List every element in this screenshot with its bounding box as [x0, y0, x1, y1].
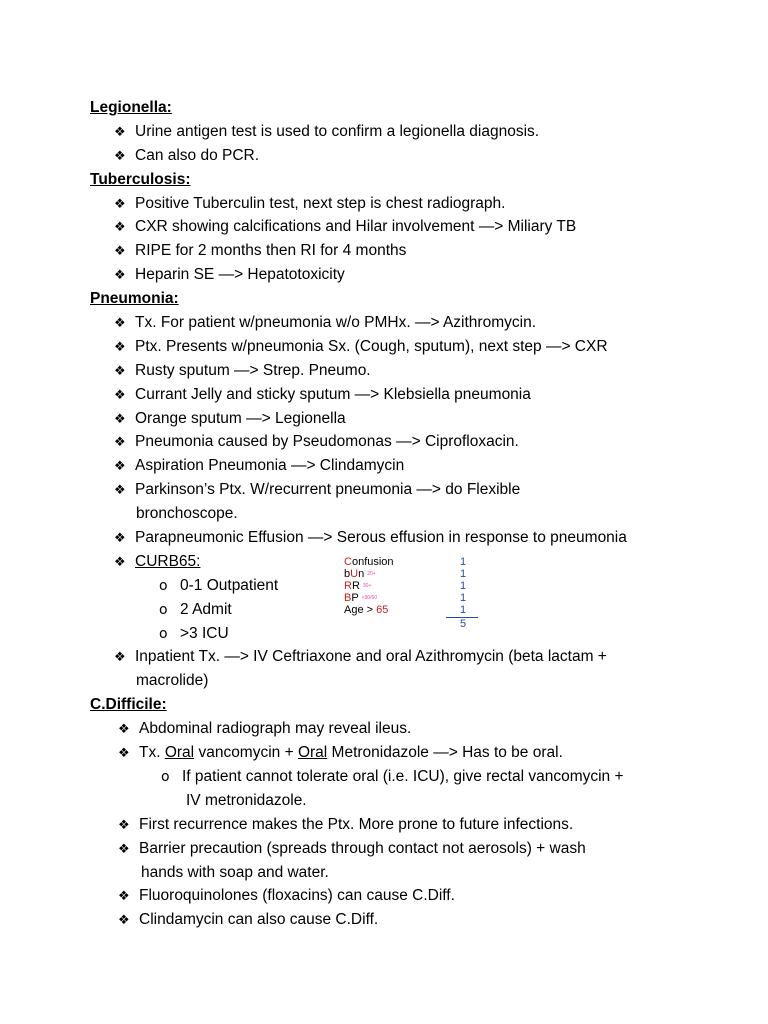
curb-total: 5	[459, 618, 467, 630]
diamond-bullet-icon: ❖	[114, 339, 126, 355]
list-item: ❖ First recurrence makes the Ptx. More prone to future infections.	[0, 813, 768, 837]
circle-bullet-icon: o	[159, 601, 168, 618]
circle-bullet-icon: o	[161, 768, 170, 785]
curb-value: 1	[459, 604, 467, 616]
list-item: ❖ Aspiration Pneumonia —> Clindamycin	[0, 454, 768, 478]
circle-bullet-icon: o	[159, 577, 168, 594]
curb-value: 1	[459, 592, 467, 604]
curb65-figure	[340, 554, 476, 630]
heading-legionella: Legionella:	[90, 99, 172, 116]
diamond-bullet-icon: ❖	[114, 316, 126, 332]
list-item: ❖ Orange sputum —> Legionella	[0, 407, 768, 431]
diamond-bullet-icon: ❖	[114, 268, 126, 284]
list-item: ❖ Parapneumonic Effusion —> Serous effusion in response to pneumonia	[0, 526, 768, 550]
diamond-bullet-icon: ❖	[114, 148, 126, 164]
list-item: ❖ Parkinson’s Ptx. W/recurrent pneumonia —> do Flexible	[0, 478, 768, 502]
diamond-bullet-icon: ❖	[114, 196, 126, 212]
diamond-bullet-icon: ❖	[114, 531, 126, 547]
diamond-bullet-icon: ❖	[114, 363, 126, 379]
list-item: ❖ Barrier precaution (spreads through contact not aerosols) + wash	[0, 837, 768, 861]
curb-row-confusion: Confusion	[344, 556, 394, 568]
diamond-bullet-icon: ❖	[118, 722, 130, 738]
sub-list-item: o 0-1 Outpatient	[0, 574, 768, 598]
circle-bullet-icon: o	[159, 625, 168, 642]
list-item: ❖ Ptx. Presents w/pneumonia Sx. (Cough, sputum), next step —> CXR	[0, 335, 768, 359]
list-item: ❖ Fluoroquinolones (floxacins) can cause C.Diff.	[0, 884, 768, 908]
sub-list-item-continuation: IV metronidazole.	[186, 791, 307, 809]
sub-list-item: o 2 Admit	[0, 598, 768, 622]
list-item-continuation: macrolide)	[136, 672, 209, 690]
diamond-bullet-icon: ❖	[114, 387, 126, 403]
list-item: ❖ Rusty sputum —> Strep. Pneumo.	[0, 359, 768, 383]
heading-cdifficile: C.Difficile:	[90, 696, 167, 714]
list-item: ❖ Tx. For patient w/pneumonia w/o PMHx. —> Azithromycin.	[0, 311, 768, 335]
diamond-bullet-icon: ❖	[114, 435, 126, 451]
diamond-bullet-icon: ❖	[118, 817, 130, 833]
list-item: ❖ Positive Tuberculin test, next step is chest radiograph.	[0, 192, 768, 216]
diamond-bullet-icon: ❖	[118, 889, 130, 905]
heading-tuberculosis: Tuberculosis:	[90, 170, 191, 188]
list-item: ❖ Inpatient Tx. —> IV Ceftriaxone and oral Azithromycin (beta lactam +	[0, 645, 768, 669]
list-item: ❖ Abdominal radiograph may reveal ileus.	[0, 717, 768, 741]
list-item: ❖ Currant Jelly and sticky sputum —> Klebsiella pneumonia	[0, 383, 768, 407]
list-item-continuation: hands with soap and water.	[141, 863, 329, 881]
sub-list-item: o >3 ICU	[0, 622, 768, 646]
diamond-bullet-icon: ❖	[114, 554, 126, 570]
list-item: ❖ Tx. Oral vancomycin + Oral Metronidazole —> Has to be oral.	[0, 741, 768, 765]
diamond-bullet-icon: ❖	[114, 650, 126, 666]
diamond-bullet-icon: ❖	[118, 746, 130, 762]
sub-list-item: o If patient cannot tolerate oral (i.e. ICU), give rectal vancomycin +	[0, 765, 768, 789]
heading-pneumonia: Pneumonia:	[90, 290, 179, 308]
diamond-bullet-icon: ❖	[114, 220, 126, 236]
document-page	[0, 96, 768, 932]
curb-value: 1	[459, 556, 467, 568]
list-item: ❖ Pneumonia caused by Pseudomonas —> Ciprofloxacin.	[0, 430, 768, 454]
curb-value: 1	[459, 568, 467, 580]
list-item: ❖ Can also do PCR.	[0, 144, 768, 168]
curb-row-age: Age > 65	[344, 604, 389, 616]
list-item: ❖ Urine antigen test is used to confirm a legionella diagnosis.	[0, 120, 768, 144]
list-item: ❖ Heparin SE —> Hepatotoxicity	[0, 263, 768, 287]
curb-row-bun: bUn 20+	[344, 568, 376, 580]
diamond-bullet-icon: ❖	[114, 411, 126, 427]
diamond-bullet-icon: ❖	[114, 244, 126, 260]
curb-row-bp: BP <90/60	[344, 592, 378, 604]
curb-row-rr: RR 30+	[344, 580, 372, 592]
list-item-continuation: bronchoscope.	[136, 505, 238, 523]
list-item: ❖ RIPE for 2 months then RI for 4 months	[0, 239, 768, 263]
diamond-bullet-icon: ❖	[114, 483, 126, 499]
list-item: ❖ CXR showing calcifications and Hilar involvement —> Miliary TB	[0, 215, 768, 239]
diamond-bullet-icon: ❖	[118, 913, 130, 929]
diamond-bullet-icon: ❖	[114, 459, 126, 475]
curb-value: 1	[459, 580, 467, 592]
diamond-bullet-icon: ❖	[118, 841, 130, 857]
diamond-bullet-icon: ❖	[114, 124, 126, 140]
list-item: ❖ Clindamycin can also cause C.Diff.	[0, 908, 768, 932]
curb65-label: CURB65:	[135, 552, 201, 570]
